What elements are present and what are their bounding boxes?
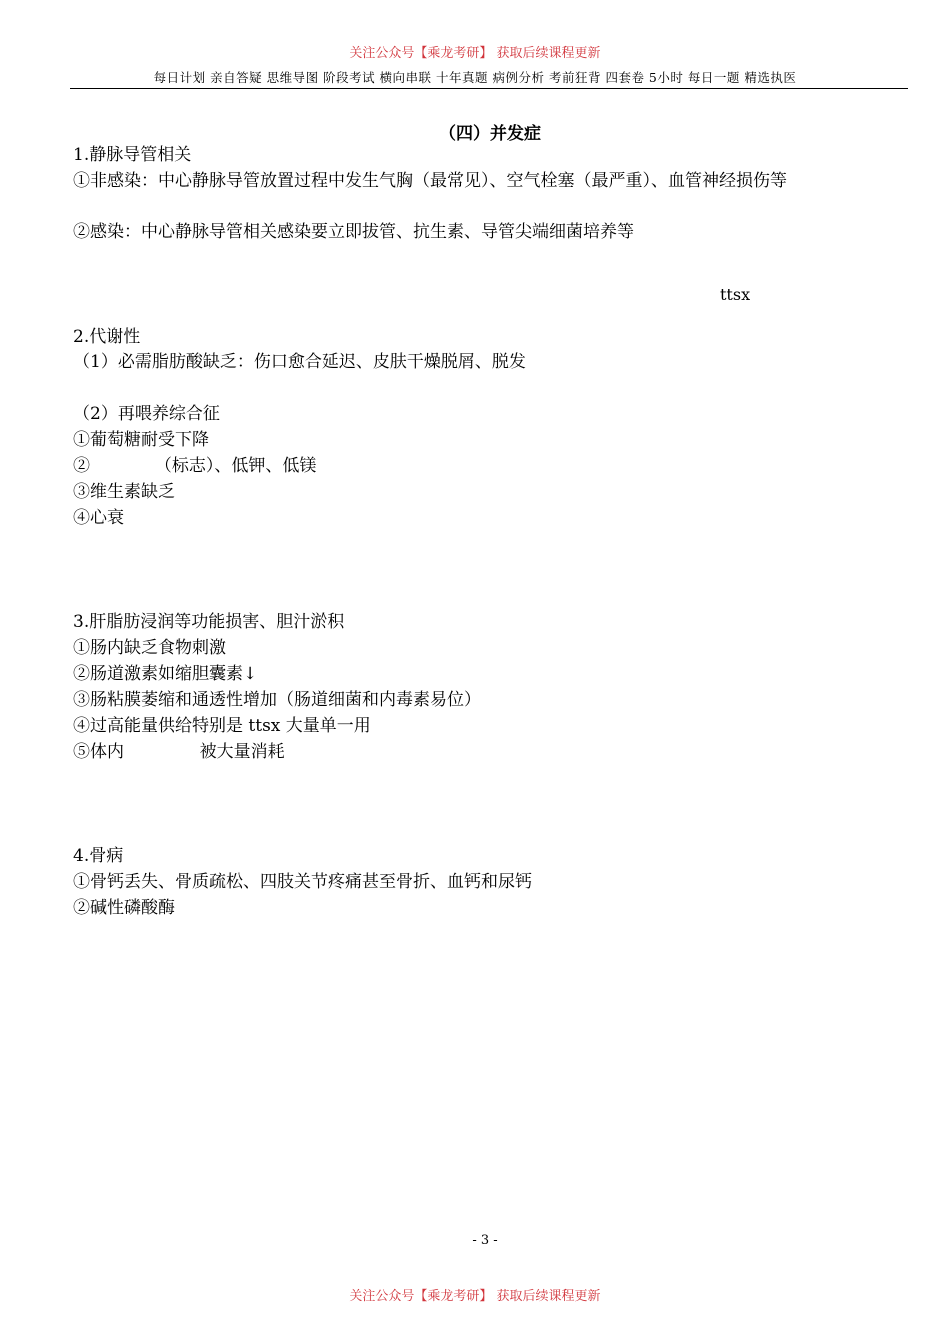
section-3-item: ②肠道激素如缩胆囊素↓ (73, 664, 258, 684)
ttsx-note: ttsx (720, 285, 751, 304)
section-1-item: ①非感染：中心静脉导管放置过程中发生气胸（最常见）、空气栓塞（最严重）、血管神经损伤等 (73, 171, 787, 191)
section-2-item: ①葡萄糖耐受下降 (73, 430, 209, 450)
page-title: （四）并发症 (439, 124, 541, 144)
section-3-item: ①肠内缺乏食物刺激 (73, 638, 226, 658)
section-4-item: ①骨钙丢失、骨质疏松、四肢关节疼痛甚至骨折、血钙和尿钙 (73, 872, 532, 892)
section-3-heading: 3.肝脂肪浸润等功能损害、胆汁淤积 (73, 612, 345, 632)
section-3-item: ⑤体内 被大量消耗 (73, 742, 285, 762)
section-4-heading: 4.骨病 (73, 846, 124, 866)
section-2-item: （1）必需脂肪酸缺乏：伤口愈合延迟、皮肤干燥脱屑、脱发 (73, 352, 526, 372)
section-1-item: ②感染：中心静脉导管相关感染要立即拔管、抗生素、导管尖端细菌培养等 (73, 222, 634, 242)
header-divider (70, 88, 908, 89)
header-promo: 关注公众号【乘龙考研】 获取后续课程更新 (349, 46, 601, 61)
section-1-heading: 1.静脉导管相关 (73, 145, 192, 165)
section-3-item: ④过高能量供给特别是 ttsx 大量单一用 (73, 716, 371, 736)
section-2-heading: 2.代谢性 (73, 327, 141, 347)
section-3-item: ③肠粘膜萎缩和通透性增加（肠道细菌和内毒素易位） (73, 690, 481, 710)
section-4-item: ②碱性磷酸酶 (73, 898, 175, 918)
section-2-item: ② （标志）、低钾、低镁 (73, 456, 317, 476)
section-2-item: ④心衰 (73, 508, 124, 528)
page-number: - 3 - (472, 1233, 498, 1248)
section-2-item: （2）再喂养综合征 (73, 404, 220, 424)
footer-promo: 关注公众号【乘龙考研】 获取后续课程更新 (349, 1289, 601, 1304)
header-subheading: 每日计划 亲自答疑 思维导图 阶段考试 横向串联 十年真题 病例分析 考前狂背 四套卷 5小时 每日一题 精选执医 (153, 70, 797, 85)
section-2-item: ③维生素缺乏 (73, 482, 175, 502)
